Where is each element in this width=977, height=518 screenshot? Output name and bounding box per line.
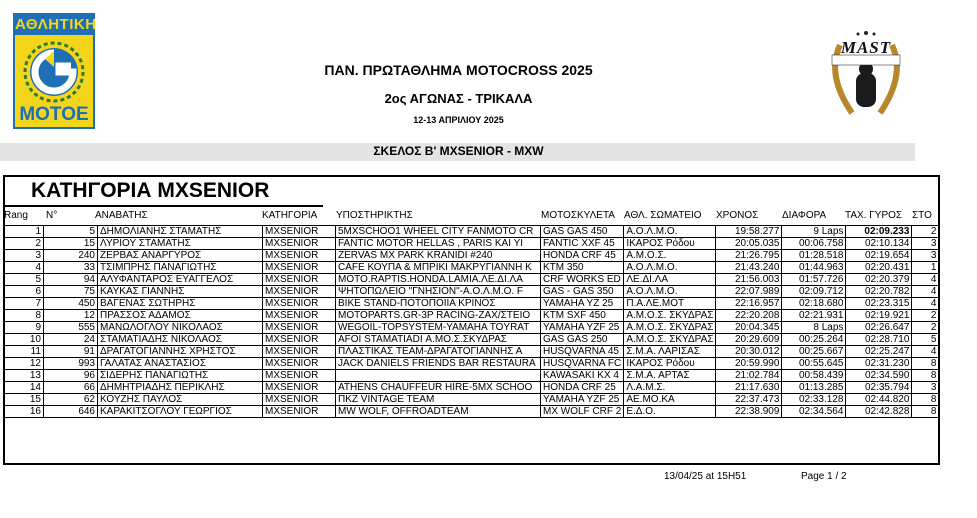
cell-category: MXSENIOR — [263, 322, 336, 334]
cell-sponsor: WEGOIL-TOPSYSTEM-YAMAHA TOYRAT — [336, 322, 541, 334]
event-date: 12-13 ΑΠΡΙΛΙΟΥ 2025 — [413, 115, 504, 125]
cell-diff: 01:57.726 — [782, 274, 846, 286]
cell-bike: HONDA CRF 45 — [541, 250, 624, 262]
cell-sponsor: 5MXSCHOO1 WHEEL CITY FANMOTO CR — [336, 226, 541, 238]
cell-diff: 8 Laps — [782, 322, 846, 334]
cell-bike: FANTIC XXF 45 — [541, 238, 624, 250]
cell-diff: 9 Laps — [782, 226, 846, 238]
cell-number: 15 — [44, 238, 98, 250]
cell-fastest-lap: 02:20.782 — [846, 286, 912, 298]
cell-fastest-lap: 02:09.233 — [846, 226, 912, 238]
cell-sto: 3 — [912, 238, 939, 250]
table-row — [4, 358, 939, 370]
mast-logo-text: MAST — [840, 38, 892, 57]
cell-sto: 1 — [912, 262, 939, 274]
table-row — [4, 310, 939, 322]
cell-fastest-lap: 02:42.828 — [846, 406, 912, 418]
table-row — [4, 370, 939, 382]
cell-sponsor — [336, 370, 541, 382]
cell-bike: KTM SXF 450 — [541, 310, 624, 322]
cell-diff: 02:21.931 — [782, 310, 846, 322]
cell-bike: YAMAHA YZ 25 — [541, 298, 624, 310]
cell-category: MXSENIOR — [263, 226, 336, 238]
cell-rider: ΠΡΑΣΣΟΣ ΑΔΑΜΟΣ — [98, 310, 263, 322]
cell-bike: GAS - GAS 350 — [541, 286, 624, 298]
cell-time: 20:29.609 — [716, 334, 782, 346]
cell-bike: CRF WORKS ED — [541, 274, 624, 286]
cell-rider: ΔΗΜΟΛΙΑΝΗΣ ΣΤΑΜΑΤΗΣ — [98, 226, 263, 238]
cell-number: 240 — [44, 250, 98, 262]
cell-diff: 01:44.963 — [782, 262, 846, 274]
col-header-sponsor: ΥΠΟΣΤΗΡΙΚΤΗΣ — [336, 210, 413, 221]
cell-club: Λ.Α.Μ.Σ. — [624, 382, 716, 394]
cell-time: 21:17.630 — [716, 382, 782, 394]
cell-time: 20:30.012 — [716, 346, 782, 358]
col-header-bike: ΜΟΤΟΣΚΥΛΕΤΑ — [541, 210, 615, 221]
cell-time: 21:43.240 — [716, 262, 782, 274]
cell-fastest-lap: 02:19.654 — [846, 250, 912, 262]
cell-bike: HUSQVARNA 45 — [541, 346, 624, 358]
cell-category: MXSENIOR — [263, 394, 336, 406]
cell-bike: MX WOLF CRF 2 — [541, 406, 624, 418]
cell-diff: 00:25.264 — [782, 334, 846, 346]
cell-diff: 02:09.712 — [782, 286, 846, 298]
col-header-number: N° — [46, 210, 58, 221]
cell-category: MXSENIOR — [263, 334, 336, 346]
cell-sto: 2 — [912, 322, 939, 334]
cell-rider: ΖΕΡΒΑΣ ΑΝΑΡΓΥΡΟΣ — [98, 250, 263, 262]
cell-sponsor: MW WOLF, OFFROADTEAM — [336, 406, 541, 418]
cell-rang: 12 — [4, 358, 44, 370]
cell-category: MXSENIOR — [263, 310, 336, 322]
col-header-rider: ΑΝΑΒΑΤΗΣ — [95, 210, 148, 221]
cell-rider: ΔΡΑΓΑΤΟΓΙΑΝΝΗΣ ΧΡΗΣΤΟΣ — [98, 346, 263, 358]
cell-category: MXSENIOR — [263, 274, 336, 286]
cell-sto: 8 — [912, 370, 939, 382]
cell-rider: ΤΣΙΜΠΡΗΣ ΠΑΝΑΓΙΩΤΗΣ — [98, 262, 263, 274]
table-row — [4, 346, 939, 358]
cell-sto: 5 — [912, 334, 939, 346]
cell-fastest-lap: 02:28.710 — [846, 334, 912, 346]
cell-club: Α.Μ.Ο.Σ. ΣΚΥΔΡΑΣ — [624, 334, 716, 346]
table-row — [4, 238, 939, 250]
cell-sto: 8 — [912, 406, 939, 418]
cell-diff: 01:28.518 — [782, 250, 846, 262]
cell-rang: 8 — [4, 310, 44, 322]
cell-time: 22:07.989 — [716, 286, 782, 298]
cell-number: 646 — [44, 406, 98, 418]
cell-fastest-lap: 02:23.315 — [846, 298, 912, 310]
cell-club: ΛΕ.ΔΙ.ΛΑ — [624, 274, 716, 286]
cell-sponsor: ΠΛΑΣΤΙΚΑΣ TEAM-ΔΡΑΓΑΤΟΓΙΑΝΝΗΣ Α — [336, 346, 541, 358]
cell-fastest-lap: 02:20.379 — [846, 274, 912, 286]
cell-rider: ΣΤΑΜΑΤΙΑΔΗΣ ΝΙΚΟΛΑΟΣ — [98, 334, 263, 346]
cell-club: Α.Ο.Λ.Μ.Ο. — [624, 262, 716, 274]
cell-sto: 3 — [912, 382, 939, 394]
cell-number: 75 — [44, 286, 98, 298]
cell-number: 94 — [44, 274, 98, 286]
cell-time: 19:58.277 — [716, 226, 782, 238]
cell-club: Α.Μ.Ο.Σ. — [624, 250, 716, 262]
cell-sto: 4 — [912, 286, 939, 298]
col-header-diff: ΔΙΑΦΟΡΑ — [782, 210, 827, 221]
cell-sponsor: ATHENS CHAUFFEUR HIRE-5MX SCHOO — [336, 382, 541, 394]
cell-rang: 5 — [4, 274, 44, 286]
cell-rider: ΣΙΔΕΡΗΣ ΠΑΝΑΓΙΩΤΗΣ — [98, 370, 263, 382]
cell-number: 555 — [44, 322, 98, 334]
table-row — [4, 334, 939, 346]
cell-bike: KTM 350 — [541, 262, 624, 274]
cell-diff: 00:25.667 — [782, 346, 846, 358]
cell-category: MXSENIOR — [263, 382, 336, 394]
section-title: ΣΚΕΛΟΣ Β' MXSENIOR - MXW — [373, 144, 544, 158]
cell-fastest-lap: 02:44.820 — [846, 394, 912, 406]
col-header-category: ΚΑΤΗΓΟΡΙΑ — [262, 210, 318, 221]
cell-diff: 00:58.439 — [782, 370, 846, 382]
cell-fastest-lap: 02:35.794 — [846, 382, 912, 394]
cell-time: 20:04.345 — [716, 322, 782, 334]
cell-category: MXSENIOR — [263, 358, 336, 370]
cell-bike: GAS GAS 250 — [541, 334, 624, 346]
cell-time: 21:26.795 — [716, 250, 782, 262]
cell-sto: 8 — [912, 358, 939, 370]
table-row — [4, 322, 939, 334]
cell-sto: 4 — [912, 298, 939, 310]
cell-bike: HUSQVARNA FC — [541, 358, 624, 370]
cell-rider: ΓΑΛΑΤΑΣ ΑΝΑΣΤΑΣΙΟΣ — [98, 358, 263, 370]
cell-rang: 15 — [4, 394, 44, 406]
cell-number: 96 — [44, 370, 98, 382]
cell-sponsor: MOTO.RAPTIS.HONDA.LAMIA.ΛΕ.ΔΙ.ΛΑ — [336, 274, 541, 286]
table-row — [4, 262, 939, 274]
cell-club: Ε.Δ.Ο. — [624, 406, 716, 418]
cell-bike: YAMAHA YZF 25 — [541, 322, 624, 334]
col-header-sto: ΣΤΟ — [912, 210, 932, 221]
cell-category: MXSENIOR — [263, 298, 336, 310]
cell-diff: 00:06.758 — [782, 238, 846, 250]
cell-category: MXSENIOR — [263, 370, 336, 382]
cell-rang: 4 — [4, 262, 44, 274]
table-row — [4, 226, 939, 238]
cell-rider: ΜΑΝΩΛΟΓΛΟΥ ΝΙΚΟΛΑΟΣ — [98, 322, 263, 334]
table-row — [4, 286, 939, 298]
cell-number: 993 — [44, 358, 98, 370]
cell-rider: ΛΥΡΙΟΥ ΣΤΑΜΑΤΗΣ — [98, 238, 263, 250]
cell-diff: 02:18.680 — [782, 298, 846, 310]
cell-time: 22:38.909 — [716, 406, 782, 418]
cell-category: MXSENIOR — [263, 250, 336, 262]
cell-time: 22:16.957 — [716, 298, 782, 310]
cell-sto: 2 — [912, 310, 939, 322]
cell-sto: 4 — [912, 274, 939, 286]
cell-club: Π.Α.ΛΕ.ΜΟΤ — [624, 298, 716, 310]
print-timestamp: 13/04/25 at 15H51 — [664, 471, 747, 482]
cell-rang: 3 — [4, 250, 44, 262]
cell-rider: ΚΑΡΑΚΙΤΣΟΓΛΟΥ ΓΕΩΡΓΙΟΣ — [98, 406, 263, 418]
cell-rang: 13 — [4, 370, 44, 382]
cell-rang: 11 — [4, 346, 44, 358]
col-header-fastest-lap: ΤΑΧ. ΓΥΡΟΣ — [845, 210, 903, 221]
cell-sponsor: CAFE ΚΟΥΠΑ & ΜΠΡΙΚΙ ΜΑΚΡΥΓΙΑΝΝΗ Κ — [336, 262, 541, 274]
col-header-club: ΑΘΛ. ΣΩΜΑΤΕΙΟ — [624, 210, 702, 221]
cell-rang: 2 — [4, 238, 44, 250]
cell-bike: GAS GAS 450 — [541, 226, 624, 238]
cell-fastest-lap: 02:20.431 — [846, 262, 912, 274]
cell-rider: ΑΛΥΦΑΝΤΑΡΟΣ ΕΥΑΓΓΕΛΟΣ — [98, 274, 263, 286]
cell-rang: 9 — [4, 322, 44, 334]
cell-rider: ΔΗΜΗΤΡΙΑΔΗΣ ΠΕΡΙΚΛΗΣ — [98, 382, 263, 394]
cell-time: 22:20.208 — [716, 310, 782, 322]
col-header-time: ΧΡΟΝΟΣ — [716, 210, 759, 221]
cell-sto: 8 — [912, 394, 939, 406]
cell-number: 12 — [44, 310, 98, 322]
cell-club: ΙΚΑΡΟΣ Ρόδου — [624, 238, 716, 250]
table-row — [4, 250, 939, 262]
cell-club: Σ.Μ.Α. ΑΡΤΑΣ — [624, 370, 716, 382]
cell-number: 62 — [44, 394, 98, 406]
cell-time: 22:37.473 — [716, 394, 782, 406]
cell-sponsor: ZERVAS MX PARK KRANIDI #240 — [336, 250, 541, 262]
cell-sponsor: JACK DANIELS FRIENDS BAR RESTAURA — [336, 358, 541, 370]
cell-sto: 2 — [912, 226, 939, 238]
table-row — [4, 274, 939, 286]
cell-diff: 01:13.285 — [782, 382, 846, 394]
cell-bike: YAMAHA YZF 25 — [541, 394, 624, 406]
cell-time: 20:59.990 — [716, 358, 782, 370]
table-row — [4, 382, 939, 394]
page-title: ΠΑΝ. ΠΡΩΤΑΘΛΗΜΑ MOTOCROSS 2025 — [324, 62, 593, 78]
cell-number: 66 — [44, 382, 98, 394]
cell-sponsor: BIKE STAND-ΠΟΤΟΠΟΙΙΑ ΚΡΙΝΟΣ — [336, 298, 541, 310]
cell-category: MXSENIOR — [263, 406, 336, 418]
cell-time: 20:05.035 — [716, 238, 782, 250]
cell-fastest-lap: 02:19.921 — [846, 310, 912, 322]
cell-fastest-lap: 02:26.647 — [846, 322, 912, 334]
cell-sponsor: FANTIC MOTOR HELLAS , PARIS KAI YI — [336, 238, 541, 250]
cell-rang: 1 — [4, 226, 44, 238]
cell-number: 33 — [44, 262, 98, 274]
cell-club: ΙΚΑΡΟΣ Ρόδου — [624, 358, 716, 370]
table-row — [4, 406, 939, 418]
cell-diff: 00:55.645 — [782, 358, 846, 370]
logo-bottom-text: MOTOE — [19, 104, 89, 125]
cell-club: Α.Ο.Λ.Μ.Ο. — [624, 226, 716, 238]
cell-number: 24 — [44, 334, 98, 346]
cell-number: 5 — [44, 226, 98, 238]
cell-bike: HONDA CRF 25 — [541, 382, 624, 394]
cell-rang: 6 — [4, 286, 44, 298]
category-divider — [3, 205, 323, 207]
logo-top-text: ΑΘΛΗΤΙΚΗ — [15, 16, 97, 33]
cell-bike: KAWASAKI KX 4 — [541, 370, 624, 382]
cell-sto: 4 — [912, 346, 939, 358]
page-number: Page 1 / 2 — [801, 471, 847, 482]
table-row — [4, 298, 939, 310]
results-table — [3, 225, 939, 418]
cell-rang: 16 — [4, 406, 44, 418]
event-subtitle: 2ος ΑΓΩΝΑΣ - ΤΡΙΚΑΛΑ — [384, 91, 533, 106]
cell-sponsor: MOTOPARTS.GR-3P RACING-ZAX/ΣΤΕΙΟ — [336, 310, 541, 322]
cell-category: MXSENIOR — [263, 346, 336, 358]
cell-diff: 02:33.128 — [782, 394, 846, 406]
cell-club: Α.Μ.Ο.Σ. ΣΚΥΔΡΑΣ — [624, 310, 716, 322]
category-title: ΚΑΤΗΓΟΡΙΑ MXSENIOR — [31, 179, 270, 202]
cell-rang: 10 — [4, 334, 44, 346]
cell-sponsor: ΨΗΤΟΠΩΛΕΙΟ "ΓΝΗΣΙΟΝ"-Α.Ο.Λ.Μ.Ο. F — [336, 286, 541, 298]
cell-fastest-lap: 02:10.134 — [846, 238, 912, 250]
cell-rang: 14 — [4, 382, 44, 394]
cell-club: Α.Μ.Ο.Σ. ΣΚΥΔΡΑΣ — [624, 322, 716, 334]
cell-club: Σ.Μ.Α. ΛΑΡΙΣΑΣ — [624, 346, 716, 358]
cell-category: MXSENIOR — [263, 286, 336, 298]
cell-sto: 3 — [912, 250, 939, 262]
cell-rider: ΒΑΓΕΝΑΣ ΣΩΤΗΡΗΣ — [98, 298, 263, 310]
table-row — [4, 394, 939, 406]
cell-time: 21:56.003 — [716, 274, 782, 286]
cell-fastest-lap: 02:34.590 — [846, 370, 912, 382]
cell-category: MXSENIOR — [263, 238, 336, 250]
cell-diff: 02:34.564 — [782, 406, 846, 418]
cell-rider: ΚΟΥΖΗΣ ΠΑΥΛΟΣ — [98, 394, 263, 406]
cell-sponsor: AFOI STAMATIADI Α.ΜΟ.Σ.ΣΚΥΔΡΑΣ — [336, 334, 541, 346]
cell-number: 450 — [44, 298, 98, 310]
cell-fastest-lap: 02:25.247 — [846, 346, 912, 358]
cell-rang: 7 — [4, 298, 44, 310]
cell-number: 91 — [44, 346, 98, 358]
cell-club: ΑΕ.ΜΟ.ΚΑ — [624, 394, 716, 406]
cell-sponsor: ΠΚΖ VINTAGE TEAM — [336, 394, 541, 406]
cell-category: MXSENIOR — [263, 262, 336, 274]
cell-fastest-lap: 02:31.230 — [846, 358, 912, 370]
cell-rider: ΚΑΥΚΑΣ ΓΙΑΝΝΗΣ — [98, 286, 263, 298]
cell-club: Α.Ο.Λ.Μ.Ο. — [624, 286, 716, 298]
col-header-rang: Rang — [4, 210, 28, 221]
cell-time: 21:02.784 — [716, 370, 782, 382]
